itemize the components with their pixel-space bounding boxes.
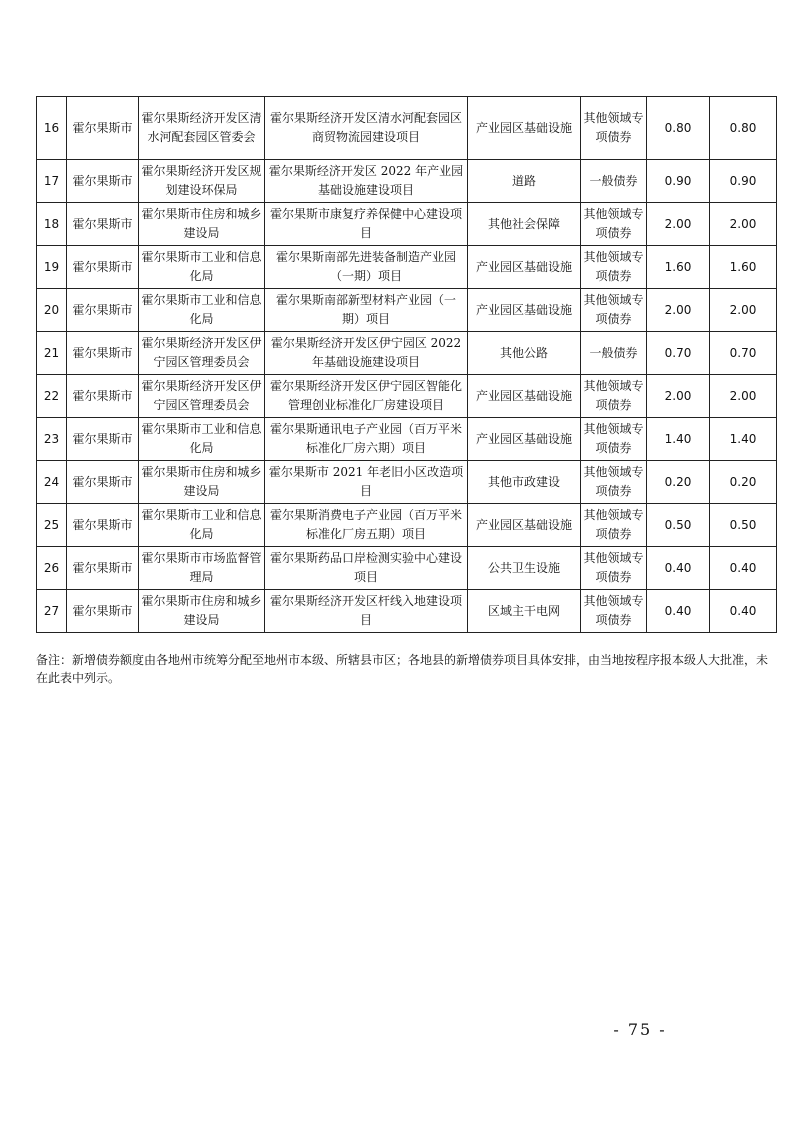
cell-amount: 0.80 [647,97,710,160]
cell-field: 区域主干电网 [468,590,581,633]
cell-project: 霍尔果斯通讯电子产业园（百万平米标准化厂房六期）项目 [265,418,468,461]
cell-field: 产业园区基础设施 [468,418,581,461]
cell-project: 霍尔果斯消费电子产业园（百万平米标准化厂房五期）项目 [265,504,468,547]
cell-amount-new: 0.20 [710,461,777,504]
table-row [37,504,777,547]
cell-number: 25 [37,504,67,547]
cell-project: 霍尔果斯经济开发区伊宁园区 2022 年基础设施建设项目 [265,332,468,375]
cell-project: 霍尔果斯市康复疗养保健中心建设项目 [265,203,468,246]
cell-amount: 2.00 [647,375,710,418]
cell-bond-type: 其他领域专项债券 [581,289,647,332]
table-row [37,418,777,461]
cell-city: 霍尔果斯市 [67,97,139,160]
cell-amount: 0.40 [647,547,710,590]
cell-city: 霍尔果斯市 [67,246,139,289]
cell-amount: 0.40 [647,590,710,633]
cell-field: 产业园区基础设施 [468,97,581,160]
table-body [37,97,777,633]
cell-unit: 霍尔果斯市市场监督管理局 [139,547,265,590]
cell-number: 17 [37,160,67,203]
cell-bond-type: 其他领域专项债券 [581,547,647,590]
cell-amount-new: 2.00 [710,375,777,418]
cell-amount-new: 2.00 [710,203,777,246]
cell-city: 霍尔果斯市 [67,590,139,633]
cell-city: 霍尔果斯市 [67,289,139,332]
cell-city: 霍尔果斯市 [67,461,139,504]
cell-amount: 1.40 [647,418,710,461]
table-row [37,203,777,246]
cell-project: 霍尔果斯药品口岸检测实验中心建设项目 [265,547,468,590]
cell-bond-type: 其他领域专项债券 [581,590,647,633]
cell-field: 其他社会保障 [468,203,581,246]
cell-unit: 霍尔果斯市工业和信息化局 [139,418,265,461]
cell-city: 霍尔果斯市 [67,504,139,547]
table-row [37,97,777,160]
cell-bond-type: 其他领域专项债券 [581,375,647,418]
page-number: - 75 - [613,1020,667,1039]
bond-project-table [36,96,777,633]
cell-field: 产业园区基础设施 [468,246,581,289]
cell-amount: 2.00 [647,203,710,246]
cell-city: 霍尔果斯市 [67,332,139,375]
cell-bond-type: 一般债券 [581,332,647,375]
table-row [37,461,777,504]
cell-number: 22 [37,375,67,418]
cell-field: 公共卫生设施 [468,547,581,590]
cell-amount-new: 1.40 [710,418,777,461]
cell-project: 霍尔果斯经济开发区杆线入地建设项目 [265,590,468,633]
cell-bond-type: 一般债券 [581,160,647,203]
cell-city: 霍尔果斯市 [67,160,139,203]
cell-project: 霍尔果斯市 2021 年老旧小区改造项目 [265,461,468,504]
cell-amount-new: 0.50 [710,504,777,547]
cell-unit: 霍尔果斯市住房和城乡建设局 [139,590,265,633]
cell-field: 产业园区基础设施 [468,504,581,547]
cell-number: 20 [37,289,67,332]
cell-amount: 0.70 [647,332,710,375]
cell-field: 产业园区基础设施 [468,289,581,332]
cell-number: 24 [37,461,67,504]
cell-number: 16 [37,97,67,160]
cell-project: 霍尔果斯南部新型材料产业园（一期）项目 [265,289,468,332]
table-row [37,547,777,590]
cell-amount: 1.60 [647,246,710,289]
cell-project: 霍尔果斯南部先进装备制造产业园（一期）项目 [265,246,468,289]
cell-amount: 2.00 [647,289,710,332]
table-row [37,160,777,203]
cell-amount-new: 0.70 [710,332,777,375]
cell-amount-new: 2.00 [710,289,777,332]
cell-unit: 霍尔果斯市工业和信息化局 [139,504,265,547]
cell-amount: 0.90 [647,160,710,203]
cell-unit: 霍尔果斯经济开发区规划建设环保局 [139,160,265,203]
cell-bond-type: 其他领域专项债券 [581,418,647,461]
cell-amount: 0.20 [647,461,710,504]
cell-unit: 霍尔果斯经济开发区清水河配套园区管委会 [139,97,265,160]
cell-project: 霍尔果斯经济开发区 2022 年产业园基础设施建设项目 [265,160,468,203]
cell-number: 23 [37,418,67,461]
cell-bond-type: 其他领域专项债券 [581,461,647,504]
cell-city: 霍尔果斯市 [67,375,139,418]
cell-number: 18 [37,203,67,246]
cell-project: 霍尔果斯经济开发区清水河配套园区商贸物流园建设项目 [265,97,468,160]
cell-number: 19 [37,246,67,289]
table-footnote: 备注：新增债券额度由各地州市统筹分配至地州市本级、所辖县市区；各地县的新增债券项目具体安排，由当地按程序报本级人大批准，未在此表中列示。 [36,653,769,685]
cell-project: 霍尔果斯经济开发区伊宁园区智能化管理创业标准化厂房建设项目 [265,375,468,418]
cell-amount: 0.50 [647,504,710,547]
cell-amount-new: 0.90 [710,160,777,203]
cell-unit: 霍尔果斯市工业和信息化局 [139,289,265,332]
cell-amount-new: 0.40 [710,590,777,633]
cell-field: 道路 [468,160,581,203]
cell-number: 27 [37,590,67,633]
cell-unit: 霍尔果斯经济开发区伊宁园区管理委员会 [139,375,265,418]
cell-number: 26 [37,547,67,590]
cell-field: 其他市政建设 [468,461,581,504]
table-row [37,289,777,332]
cell-bond-type: 其他领域专项债券 [581,97,647,160]
cell-city: 霍尔果斯市 [67,418,139,461]
cell-field: 其他公路 [468,332,581,375]
cell-unit: 霍尔果斯市住房和城乡建设局 [139,203,265,246]
cell-number: 21 [37,332,67,375]
table-row [37,332,777,375]
cell-field: 产业园区基础设施 [468,375,581,418]
cell-city: 霍尔果斯市 [67,203,139,246]
cell-amount-new: 0.40 [710,547,777,590]
cell-bond-type: 其他领域专项债券 [581,504,647,547]
table-row [37,375,777,418]
cell-bond-type: 其他领域专项债券 [581,203,647,246]
table-row [37,246,777,289]
cell-amount-new: 1.60 [710,246,777,289]
cell-city: 霍尔果斯市 [67,547,139,590]
cell-unit: 霍尔果斯经济开发区伊宁园区管理委员会 [139,332,265,375]
cell-amount-new: 0.80 [710,97,777,160]
cell-unit: 霍尔果斯市工业和信息化局 [139,246,265,289]
cell-unit: 霍尔果斯市住房和城乡建设局 [139,461,265,504]
table-row [37,590,777,633]
cell-bond-type: 其他领域专项债券 [581,246,647,289]
